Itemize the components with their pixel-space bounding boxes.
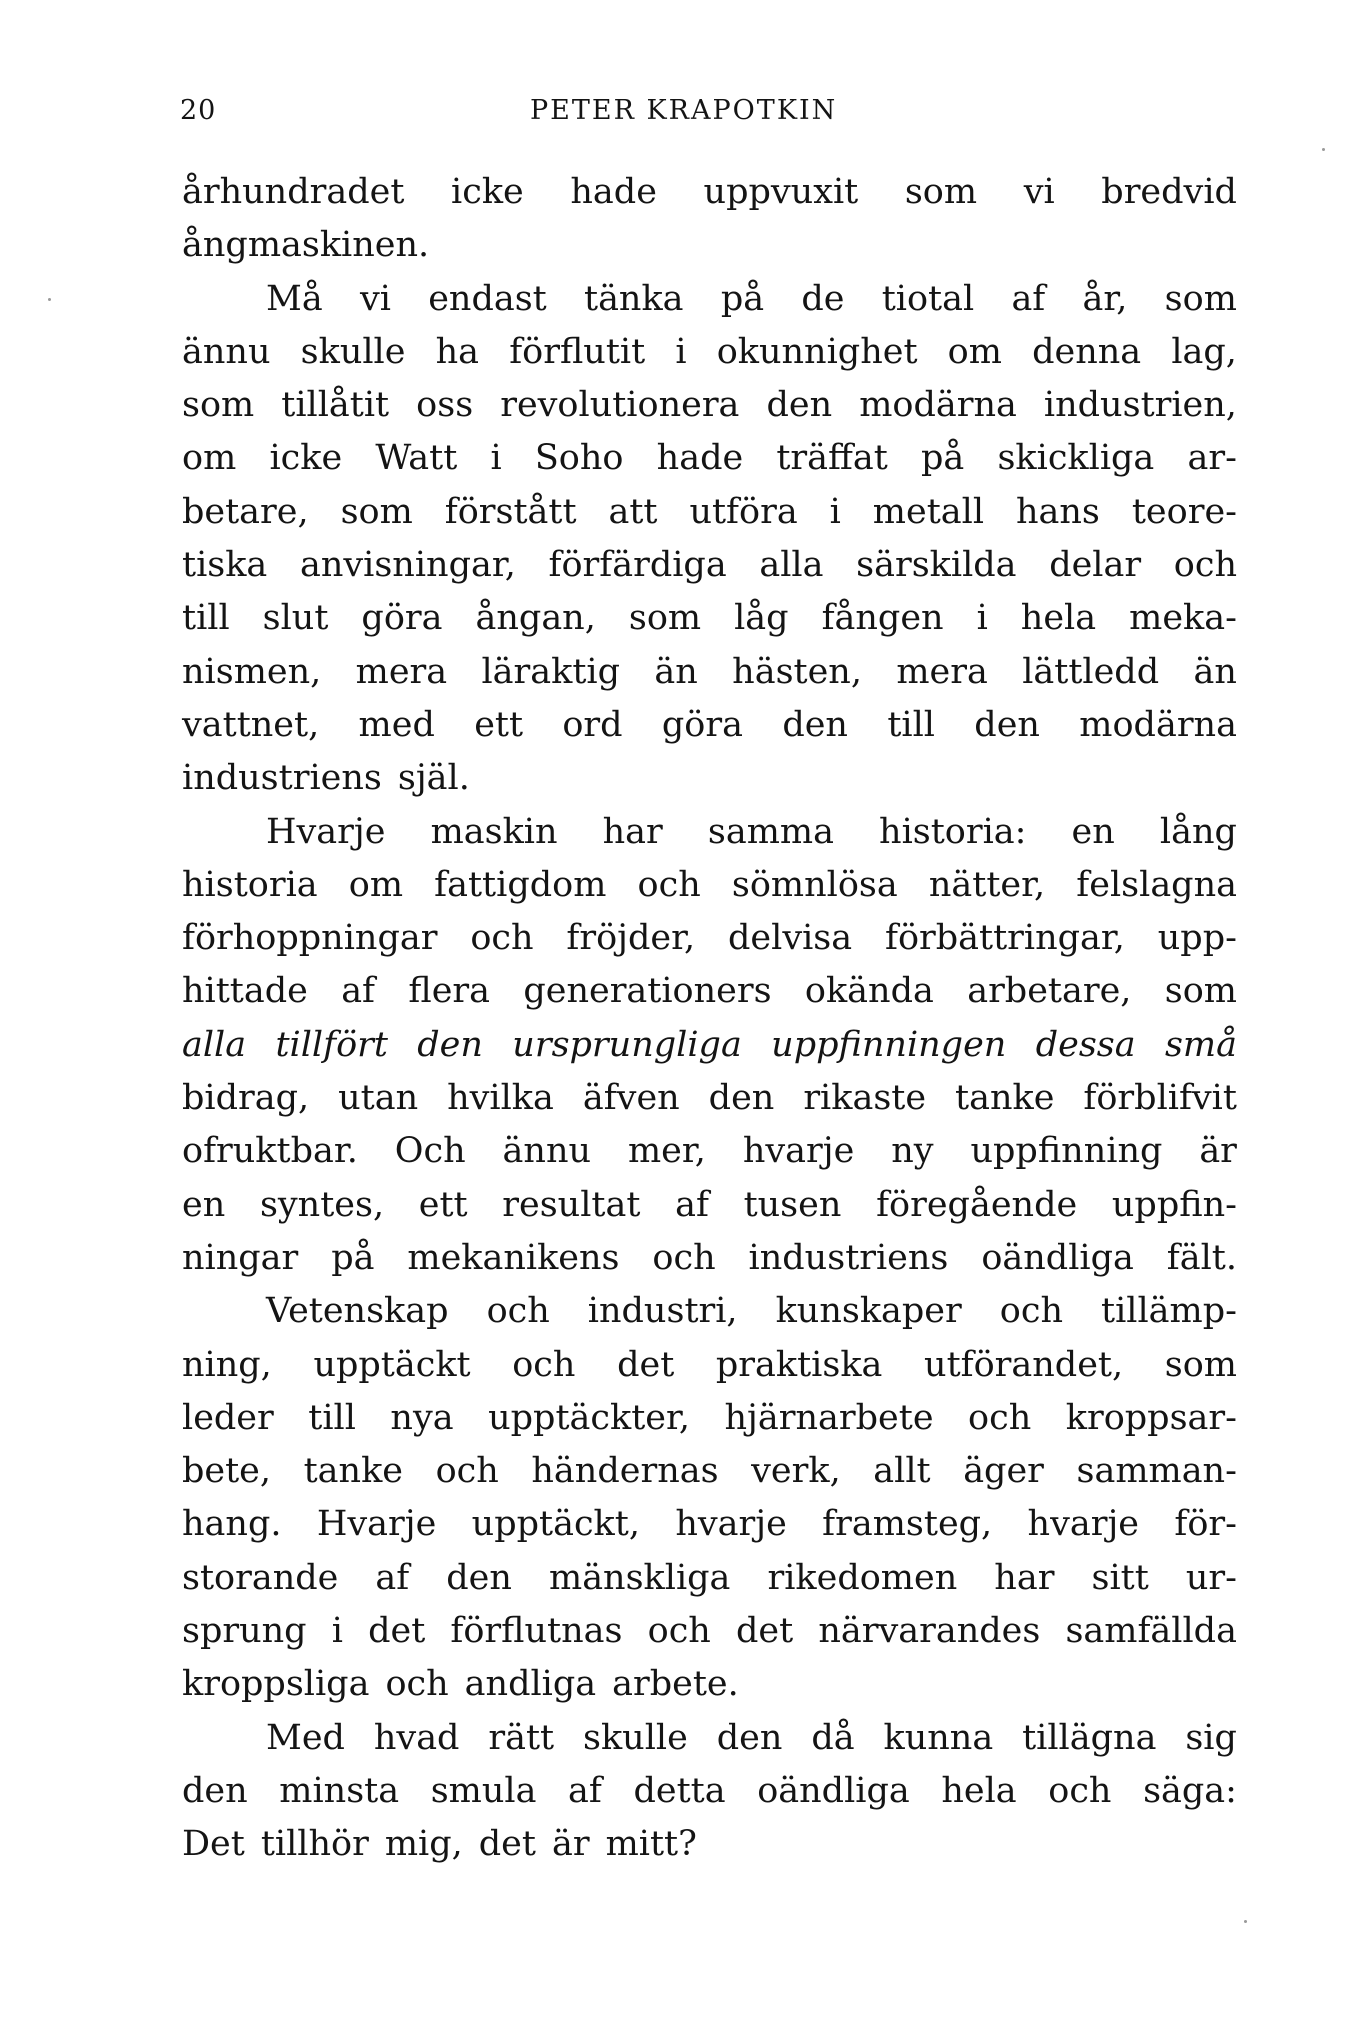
text-line [182,1818,1237,1871]
word: det [617,1344,675,1385]
text-line [182,166,1237,219]
word: särskilda [856,545,1017,586]
word: leder [182,1397,274,1438]
word: Hvarje [316,1504,437,1545]
text-line [182,432,1237,485]
word: upptäckt, [471,1504,640,1545]
word: nätter, [928,864,1046,905]
word: det [368,1611,426,1652]
word: skickliga [997,438,1155,479]
word: mera [355,651,448,692]
word: ofruktbar. [182,1131,358,1172]
word: mera [896,651,988,692]
word: dessa [1035,1024,1136,1065]
word: kunskaper [775,1291,962,1332]
word: tillhör [260,1824,369,1865]
word: den [417,1024,483,1065]
word: än [1193,651,1237,692]
scan-speck [48,298,51,301]
word: det [478,1824,536,1865]
text-line [182,1658,1237,1711]
word: arbete. [612,1664,739,1705]
word: sömnlösa [731,864,898,905]
word: lättledd [1022,651,1160,692]
word: träffat [776,438,888,479]
word: minsta [279,1770,400,1811]
word: med [358,704,435,745]
word: utföra [689,491,798,532]
word: af [375,1557,410,1598]
word: ningar [182,1237,299,1278]
text-line [182,219,1237,272]
word: om [182,438,237,479]
word: på [720,278,765,319]
word: teore- [1131,491,1237,532]
word: mekanikens [407,1237,620,1278]
word: hvad [373,1717,460,1758]
word: betare, [182,491,309,532]
word: oändliga [981,1237,1134,1278]
running-head [180,95,1190,135]
word: lång [1159,811,1237,852]
text-line [182,539,1237,592]
word: förbättringar, [884,918,1125,959]
word: och [486,1291,550,1332]
word: då [811,1717,855,1758]
word: Watt [375,438,458,479]
text-line [182,859,1237,912]
word: hade [570,172,657,212]
word: ännu [182,331,271,372]
word: industriens [748,1237,949,1278]
word: den [716,1717,783,1758]
word: till [308,1397,356,1438]
word: som [628,598,702,639]
word: i [675,331,687,372]
word: fält. [1166,1237,1237,1278]
word: i [331,1611,343,1652]
word: som [340,491,413,532]
text-line [182,806,1237,859]
word: syntes, [259,1184,385,1225]
text-line [182,1498,1237,1551]
word: i [490,438,502,479]
word: ett [418,1184,468,1225]
word: äfven [582,1078,680,1119]
word: hang. [182,1504,282,1545]
word: låg [734,598,789,639]
word: äger [963,1451,1044,1492]
word: kunna [883,1717,994,1758]
word: oss [416,385,474,426]
text-line [182,273,1237,326]
word: mänskliga [549,1557,731,1598]
text-line [182,1072,1237,1125]
word: göra [661,704,743,745]
word: förblifvit [1083,1078,1237,1119]
word: år, [1082,278,1128,319]
word: ny [891,1131,934,1172]
word: den [446,1557,512,1598]
text-line [182,1765,1237,1818]
word: sitt [1091,1557,1149,1598]
word: på [921,438,965,479]
text-line [182,1019,1237,1072]
word: arbetare, [967,971,1132,1012]
word: revolutionera [500,385,740,426]
word: allt [873,1451,931,1492]
word: nismen, [182,651,322,692]
text-line [182,752,1237,805]
word: århundradet [182,172,405,212]
word: till [182,598,230,639]
word: har [994,1557,1055,1598]
word: storande [182,1557,339,1598]
word: och [652,1237,716,1278]
word: felslagna [1076,864,1237,905]
word: är [1199,1131,1237,1172]
word: modärna [1079,704,1237,745]
word: af [341,971,376,1012]
word: uppfin- [1111,1184,1237,1225]
word: historia: [879,811,1027,852]
word: fattigdom [434,864,607,905]
text-line [182,912,1237,965]
word: rätt [488,1717,555,1758]
word: i [829,491,841,532]
word: mer, [627,1131,706,1172]
word: hvarje [742,1131,855,1172]
text-line [182,1445,1237,1498]
word: anvisningar, [299,545,516,586]
text-line [182,592,1237,645]
word: tillämp- [1101,1291,1237,1332]
text-line [182,1552,1237,1605]
word: vi [1023,172,1055,212]
word: ångan, [475,598,596,639]
word: som [904,172,978,212]
word: förflutnas [450,1611,623,1652]
word: läraktig [481,651,621,692]
word: hvarje [675,1504,787,1545]
word: mitt? [605,1824,697,1865]
word: industrien, [1043,385,1237,426]
word: nya [390,1397,454,1438]
word: resultat [502,1184,641,1225]
word: fången [821,598,944,639]
word: endast [428,278,547,319]
word: rikedomen [767,1557,958,1598]
word: hela [1020,598,1097,639]
word: har [602,811,663,852]
word: verk, [751,1451,841,1492]
text-line [182,1125,1237,1178]
body-text [182,166,1237,1872]
running-head-title: PETER KRAPOTKIN [530,95,838,126]
word: hittade [182,971,308,1012]
word: och [435,1451,499,1492]
word: tänka [584,278,684,319]
word: förstått [444,491,577,532]
word: om [348,864,404,905]
word: mig, [384,1824,463,1865]
word: af [568,1770,602,1811]
word: den [766,385,833,426]
word: en [182,1184,226,1225]
word: Och [394,1131,466,1172]
word: sig [1185,1717,1237,1758]
word: industri, [587,1291,738,1332]
text-line [182,1232,1237,1285]
word: tillåtit [281,385,390,426]
word: upptäckter, [488,1397,690,1438]
text-line [182,326,1237,379]
word: bredvid [1101,172,1237,212]
word: och [1048,1770,1112,1811]
word: ännu [502,1131,592,1172]
word: till [887,704,935,745]
text-line [182,379,1237,432]
word: som [1164,278,1237,319]
text-line [182,1392,1237,1445]
word: uppfinning [970,1131,1163,1172]
word: andliga [464,1664,597,1705]
word: och [647,1611,711,1652]
word: tanke [303,1451,404,1492]
word: Med [266,1717,345,1758]
word: på [331,1237,375,1278]
word: historia [182,864,318,905]
word: vattnet, [182,704,320,745]
word: tillägna [1022,1717,1157,1758]
word: ord [562,704,623,745]
word: hade [656,438,744,479]
word: smula [430,1770,537,1811]
word: och [470,918,534,959]
word: för- [1174,1504,1237,1545]
word: samma [707,811,834,852]
word: och [385,1664,449,1705]
text-line [182,486,1237,539]
word: händernas [531,1451,719,1492]
text-line [182,646,1237,699]
word: sprung [182,1611,307,1652]
word: att [608,491,658,532]
word: den [708,1078,775,1119]
word: kroppsar- [1065,1397,1237,1438]
word: uppvuxit [703,172,859,212]
word: tanke [955,1078,1055,1119]
word: göra [361,598,443,639]
word: detta [633,1770,726,1811]
word: en [1071,811,1115,852]
word: vi [359,278,391,319]
word: förflutit [509,331,646,372]
word: industriens [182,758,382,799]
word: och [512,1344,576,1385]
text-line [182,1605,1237,1658]
word: upp- [1157,918,1237,959]
word: den [782,704,848,745]
word: tusen [743,1184,842,1225]
word: delar [1049,545,1142,586]
word: Vetenskap [266,1291,449,1332]
word: bidrag, [182,1078,310,1119]
word: af [675,1184,709,1225]
word: icke [269,438,343,479]
word: alla [759,545,824,586]
word: ha [435,331,480,372]
word: hjärnarbete [724,1397,934,1438]
word: icke [451,172,524,212]
text-line [182,1285,1237,1338]
word: hans [1015,491,1100,532]
word: framsteg, [822,1504,993,1545]
word: hästen, [732,651,862,692]
word: som [1164,1344,1237,1385]
word: utförandet, [924,1344,1124,1385]
word: ur- [1185,1557,1237,1598]
word: är [551,1824,590,1865]
word: i [976,598,988,639]
word: metall [872,491,985,532]
word: Hvarje [266,811,386,852]
scan-speck [1244,1920,1247,1923]
word: delvisa [728,918,853,959]
word: förfärdiga [548,545,727,586]
word: fröjder, [566,918,696,959]
word: flera [408,971,490,1012]
word: modärna [859,385,1017,426]
word: lag, [1171,331,1237,372]
word: skulle [300,331,406,372]
word: alla [182,1024,247,1065]
word: de [801,278,845,319]
word: Soho [534,438,624,479]
word: ångmaskinen. [182,225,430,266]
word: och [999,1291,1063,1332]
word: okända [804,971,934,1012]
word: tiotal [881,278,975,319]
word: säga: [1143,1770,1237,1811]
word: ar- [1187,438,1237,479]
text-line [182,965,1237,1018]
word: bete, [182,1451,272,1492]
word: skulle [583,1717,688,1758]
scan-speck [1322,148,1325,151]
word: tiska [182,545,268,586]
word: ning, [182,1344,272,1385]
word: rikaste [803,1078,927,1119]
word: hela [941,1770,1017,1811]
word: hvilka [447,1078,554,1119]
word: närvarandes [818,1611,1041,1652]
word: kroppsliga [182,1664,370,1705]
text-line [182,1339,1237,1392]
word: samman- [1076,1451,1237,1492]
word: oändliga [757,1770,910,1811]
word: upptäckt [313,1344,471,1385]
word: Må [266,278,323,319]
word: och [968,1397,1032,1438]
page-number: 20 [180,95,217,126]
text-line [182,699,1237,752]
text-line [182,1712,1237,1765]
word: generationers [523,971,772,1012]
word: uppfinningen [771,1024,1007,1065]
word: meka- [1129,598,1237,639]
word: själ. [397,758,470,799]
word: föregående [876,1184,1078,1225]
word: ett [474,704,524,745]
word: små [1164,1024,1237,1065]
word: samfällda [1065,1611,1237,1652]
word: och [1173,545,1237,586]
word: ursprungliga [512,1024,742,1065]
word: förhoppningar [182,918,438,959]
word: slut [262,598,329,639]
word: som [182,385,255,426]
word: om [947,331,1002,372]
word: okunnighet [716,331,918,372]
word: och [637,864,701,905]
word: af [1011,278,1046,319]
word: praktiska [715,1344,883,1385]
word: det [735,1611,794,1652]
word: den [182,1770,248,1811]
word: Det [182,1824,245,1865]
word: den [974,704,1040,745]
word: än [654,651,698,692]
word: utan [338,1078,419,1119]
word: denna [1032,331,1142,372]
word: hvarje [1027,1504,1140,1545]
word: tillfört [275,1024,388,1065]
word: maskin [430,811,558,852]
word: som [1164,971,1237,1012]
text-line [182,1179,1237,1232]
